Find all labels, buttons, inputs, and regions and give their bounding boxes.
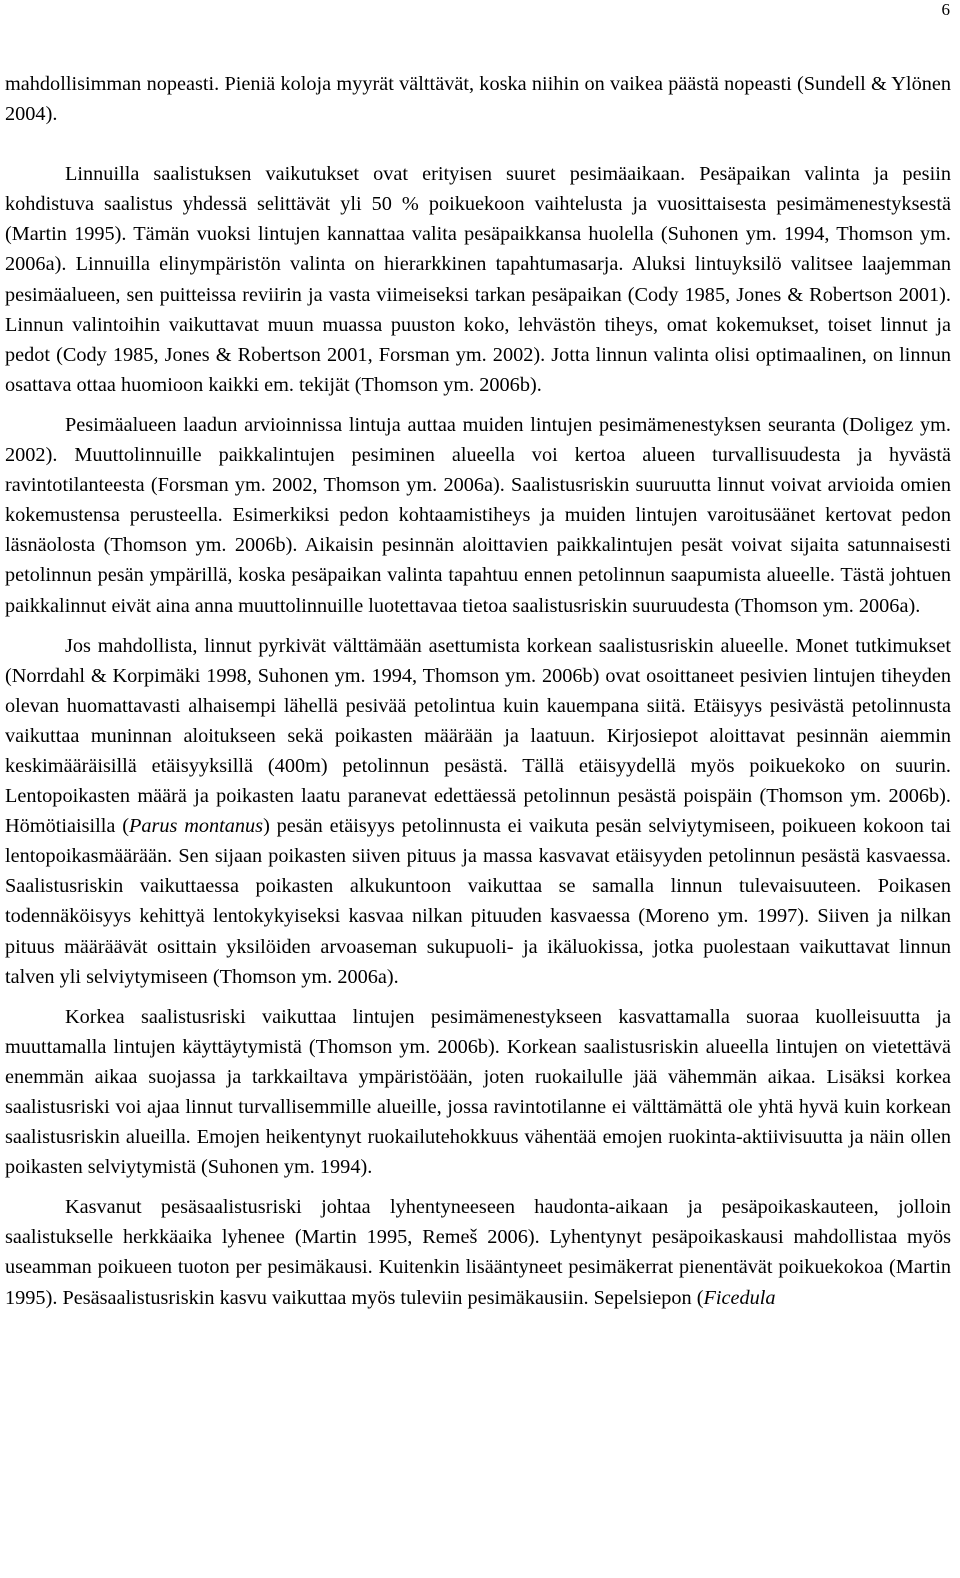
species-name-partial: Ficedula	[703, 1286, 776, 1309]
paragraph-4-text-start: Jos mahdollista, linnut pyrkivät välttämään asettumista korkean saalistusriskin alueelle. Monet tutkimukset (Norrdahl & Korpimäki 1998, Suhonen ym. 1994, Thomson ym. 2006b) ovat osoittaneet pesivien lintujen tiheyden olevan huomattavasti alhaisempi lähellä pesivää petolintua kuin kauempana siitä. Etäisyys pesivästä petolinnusta vaikuttaa muninnan aloitukseen sekä poikasten määrään ja laatuun. Kirjosiepot aloittavat pesinnän aiemmin keskimääräisillä etäisyyksillä (400m) petolinnun pesästä. Tällä etäisyydellä myös poikuekoko on suurin. Lentopoikasten määrä ja poikasten laatu paranevat edettäessä petolinnun pesästä poispäin (Thomson ym. 2006b). Hömötiaisilla (	[5, 634, 951, 838]
paragraph-6-text: Kasvanut pesäsaalistusriski johtaa lyhentyneeseen haudonta-aikaan ja pesäpoikaskauteen, jolloin saalistukselle herkkäaika lyhenee (Martin 1995, Remeš 2006). Lyhentynyt pesäpoikaskausi mahdollistaa myös useamman poikueen tuoton per pesimäkausi. Kuitenkin lisääntyneet pesimäkerrat pienentävät poikuekokoa (Martin 1995). Pesäsaalistusriskin kasvu vaikuttaa myös tuleviin pesimäkausiin. Sepelsiepon (	[5, 1196, 951, 1309]
paragraph-5: Korkea saalistusriski vaikuttaa lintujen pesimämenestykseen kasvattamalla suoraa kuolleisuutta ja muuttamalla lintujen käyttäytymistä (Thomson ym. 2006b). Korkean saalistusriskin alueella lintujen on vietettävä enemmän aikaa suojassa ja tarkkailtava ympäristöään, joten ruokailulle jää vähemmän aikaa. Lisäksi korkea saalistusriski voi ajaa linnut turvallisemmille alueille, jossa ravintotilanne ei välttämättä ole yhtä hyvä kuin korkean saalistusriskin alueilla. Emojen heikentynyt ruokailutehokkuus vähentää emojen ruokinta-aktiivisuutta ja näin ollen poikasten selviytymistä (Suhonen ym. 1994).	[5, 1005, 951, 1179]
paragraph-6	[5, 1192, 951, 1312]
document-body	[5, 69, 951, 1313]
paragraph-4-text-end: ) pesän etäisyys petolinnusta ei vaikuta pesän selviytymiseen, poikueen kokoon tai lentopoikasmäärään. Sen sijaan poikasten siiven pituus ja massa kasvavat etäisyyden petolinnun pesästä kasvaessa. Saalistusriskin vaikuttaessa poikasten alkukuntoon vaikuttaa se samalla linnun tulevaisuuteen. Poikasen todennäköisyys kehittyä lentokykyiseksi kasvaa nilkan pituuden kasvaessa (Moreno ym. 1997). Siiven ja nilkan pituus määräävät osittain yksilöiden arvoaseman sukupuoli- ja ikäluokissa, jotka puolestaan vaikuttavat linnun talven yli selviytymiseen (Thomson ym. 2006a).	[5, 815, 952, 988]
page-number: 6	[941, 0, 950, 19]
paragraph-1: mahdollisimman nopeasti. Pieniä koloja myyrät välttävät, koska niihin on vaikea päästä nopeasti (Sundell & Ylönen 2004).	[5, 73, 951, 126]
paragraph-4	[5, 631, 951, 992]
paragraph-2: Linnuilla saalistuksen vaikutukset ovat erityisen suuret pesimäaikaan. Pesäpaikan valinta ja pesiin kohdistuva saalistus yhdessä selittävät yli 50 % poikuekoon vaihtelusta ja vuosittaisesta pesimämenestyksestä (Martin 1995). Tämän vuoksi lintujen kannattaa valita pesäpaikkansa huolella (Suhonen ym. 1994, Thomson ym. 2006a). Linnuilla elinympäristön valinta on hierarkkinen tapahtumasarja. Aluksi lintuyksilö valitsee laajemman pesimäalueen, sen puitteissa reviirin ja vasta viimeiseksi tarkan pesäpaikan (Cody 1985, Jones & Robertson 2001). Linnun valintoihin vaikuttavat muun muassa puuston koko, lehvästön tiheys, omat kokemukset, toiset linnut ja pedot (Cody 1985, Jones & Robertson 2001, Forsman ym. 2002). Jotta linnun valinta olisi optimaalinen, on linnun osattava ottaa huomioon kaikki em. tekijät (Thomson ym. 2006b).	[5, 163, 951, 396]
species-name: Parus montanus	[128, 815, 264, 838]
paragraph-3: Pesimäalueen laadun arvioinnissa lintuja auttaa muiden lintujen pesimämenestyksen seuranta (Doligez ym. 2002). Muuttolinnuille paikkalintujen pesiminen alueella voi kertoa alueen turvallisuudesta ja hyvästä ravintotilanteesta (Forsman ym. 2002, Thomson ym. 2006a). Saalistusriskin suuruutta linnut voivat arvioida omien kokemustensa perusteella. Esimerkiksi pedon kohtaamistiheys ja muiden lintujen varoitusäänet kertovat pedon läsnäolosta (Thomson ym. 2006b). Aikaisin pesinnän aloittavien paikkalintujen pesät voivat sijaita satunnaisesti petolinnun pesän ympärillä, koska pesäpaikan valinta tapahtuu ennen petolinnun saapumista alueelle. Tästä johtuen paikkalinnut eivät aina anna muuttolinnuille luotettavaa tietoa saalistusriskin suuruudesta (Thomson ym. 2006a).	[5, 413, 951, 617]
